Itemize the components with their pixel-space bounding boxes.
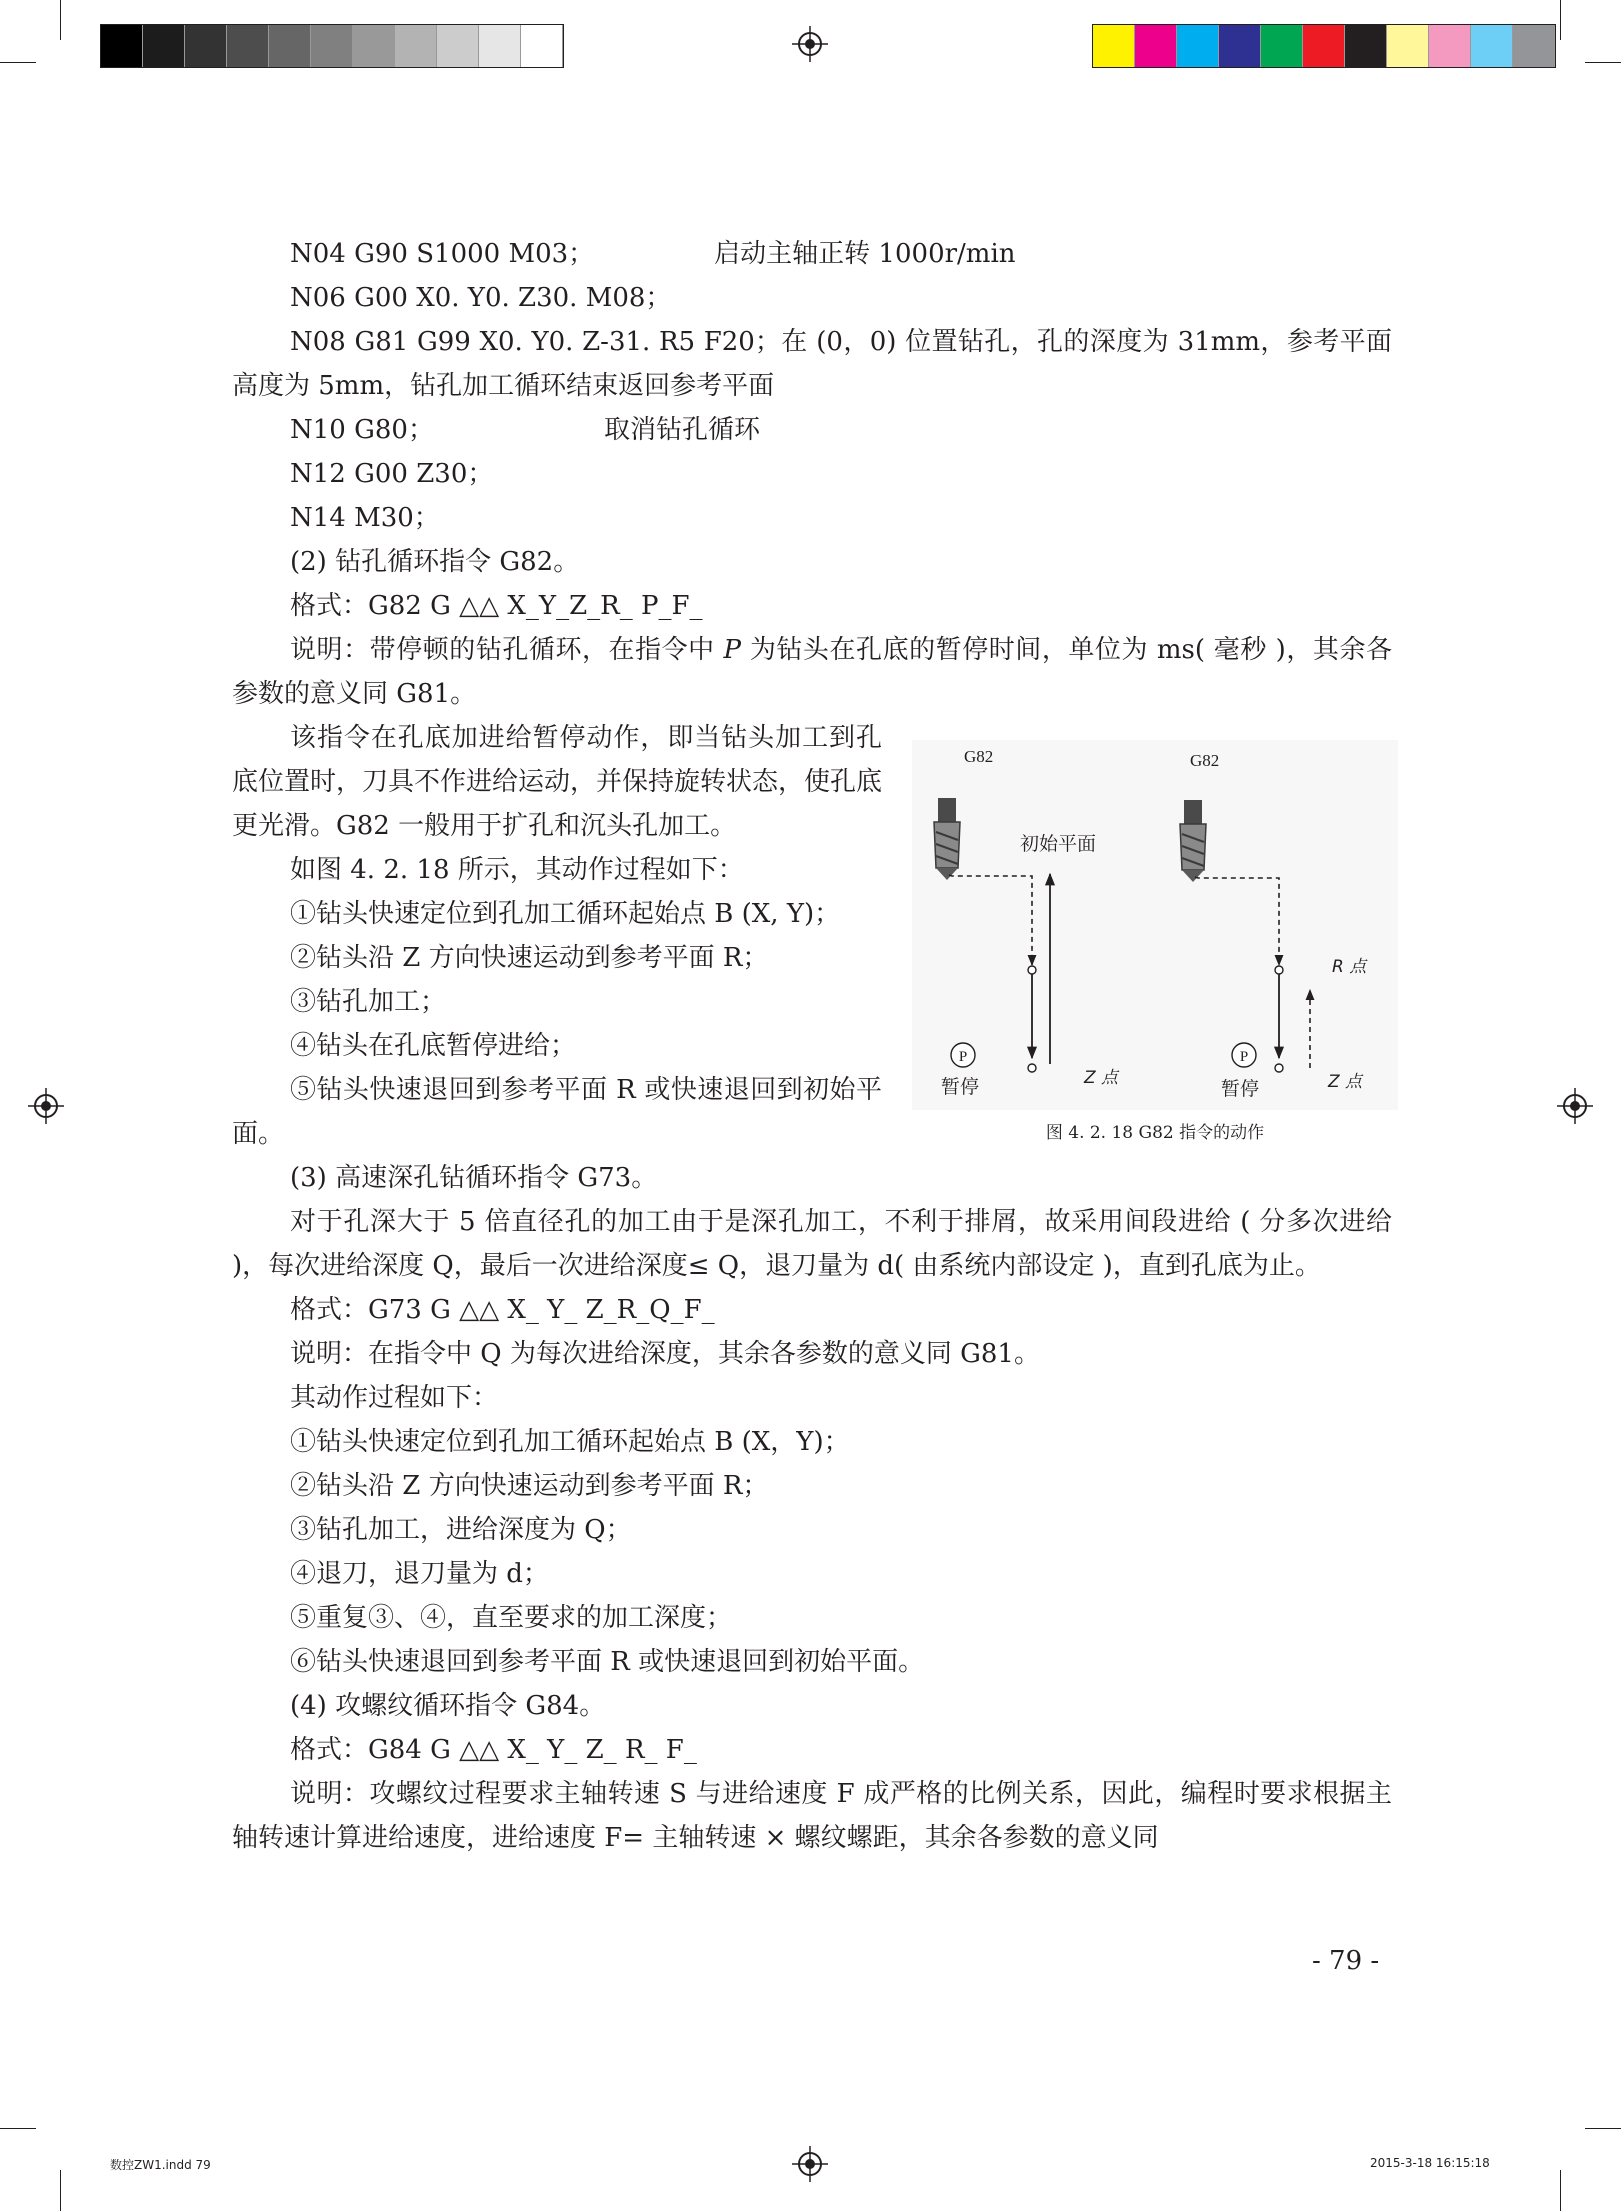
pause-symbol-left: [951, 1043, 975, 1067]
description-g73: 说明：在指令中 Q 为每次进给深度，其余各参数的意义同 G81。: [290, 1339, 1040, 1369]
figure-g82-action: [912, 740, 1398, 1150]
crop-mark: [60, 0, 61, 40]
gray-color-bar: [100, 24, 564, 68]
body-text-g82-steps: [232, 716, 882, 1156]
svg-text:P: P: [1239, 1049, 1249, 1065]
crop-mark: [1585, 2128, 1621, 2129]
code-line-n10: N10 G80； 取消钻孔循环: [290, 415, 760, 445]
figure-caption: 图 4. 2. 18 G82 指令的动作: [1045, 1123, 1265, 1143]
code-comment: 启动主轴正转 1000r/min: [714, 239, 1016, 269]
label-r-point: R 点: [1332, 957, 1367, 977]
description-g84: 说明：攻螺纹过程要求主轴转速 S 与进给速度 F 成严格的比例关系，因此，编程时要求根据主轴转速计算进给速度，进给速度 F= 主轴转速 × 螺纹螺距，其余各参数的意义同: [232, 1779, 1392, 1853]
color-swatch: [395, 25, 437, 67]
color-swatch: [143, 25, 185, 67]
paragraph-g73: 对于孔深大于 5 倍直径孔的加工由于是深孔加工，不利于排屑，故采用间段进给 ( 分多次进给 )，每次进给深度 Q，最后一次进给深度≤ Q，退刀量为 d( 由系统内部设定 )，直到孔底为止。: [232, 1207, 1392, 1281]
steps-intro-g82: 如图 4. 2. 18 所示，其动作过程如下：: [290, 855, 744, 885]
color-swatch: [1429, 25, 1471, 67]
steps-intro-g73: 其动作过程如下：: [290, 1383, 499, 1413]
color-swatch: [437, 25, 479, 67]
code-line-n12: N12 G00 Z30；: [290, 459, 494, 489]
crop-mark: [1585, 62, 1621, 63]
color-swatch: [1219, 25, 1261, 67]
step-item: ①钻头快速定位到孔加工循环起始点 B (X，Y)；: [290, 1427, 850, 1457]
body-text-upper: [232, 232, 1392, 716]
crop-mark: [0, 62, 36, 63]
label-g82-left: G82: [964, 747, 994, 766]
code-line-n14: N14 M30；: [290, 503, 440, 533]
registration-mark-right: [1557, 1088, 1593, 1124]
section-heading-g82: (2) 钻孔循环指令 G82。: [290, 547, 580, 577]
color-swatch: [1387, 25, 1429, 67]
format-g84: 格式：G84 G △△ X_ Y_ Z_ R_ F_: [290, 1735, 697, 1765]
color-swatch: [269, 25, 311, 67]
color-swatch: [1093, 25, 1135, 67]
label-z-point-left: Z 点: [1084, 1068, 1119, 1088]
crop-mark: [60, 2170, 61, 2211]
g82-diagram: [912, 740, 1398, 1110]
registration-mark-bottom: [792, 2146, 828, 2182]
color-swatch: [1513, 25, 1555, 67]
label-g82-right: G82: [1190, 751, 1220, 770]
color-swatch: [227, 25, 269, 67]
label-initial-plane: 初始平面: [1020, 833, 1097, 855]
step-item: ⑤重复③、④，直至要求的加工深度；: [290, 1603, 733, 1633]
color-swatch: [185, 25, 227, 67]
step-item: ④钻头在孔底暂停进给；: [290, 1031, 577, 1061]
description-g82: 说明：带停顿的钻孔循环，在指令中 P 为钻头在孔底的暂停时间，单位为 ms( 毫秒 )，其余各参数的意义同 G81。: [232, 635, 1393, 709]
code-line-n04: N04 G90 S1000 M03； 启动主轴正转 1000r/min: [290, 239, 1016, 269]
code-line-n06: N06 G00 X0. Y0. Z30. M08；: [290, 283, 672, 313]
label-z-point-right: Z 点: [1328, 1072, 1363, 1092]
color-swatch: [1135, 25, 1177, 67]
color-swatch: [1177, 25, 1219, 67]
color-swatch: [101, 25, 143, 67]
section-heading-g84: (4) 攻螺纹循环指令 G84。: [290, 1691, 606, 1721]
label-pause-right: 暂停: [1221, 1078, 1260, 1100]
color-swatch: [353, 25, 395, 67]
step-item: ⑤钻头快速退回到参考平面 R 或快速退回到初始平面。: [232, 1075, 882, 1149]
crop-mark: [1560, 2170, 1561, 2211]
section-heading-g73: (3) 高速深孔钻循环指令 G73。: [290, 1163, 658, 1193]
step-item: ②钻头沿 Z 方向快速运动到参考平面 R；: [290, 943, 769, 973]
crop-mark: [1560, 0, 1561, 40]
body-text-lower: [232, 1156, 1392, 1860]
registration-mark-top: [792, 26, 828, 62]
format-g73: 格式：G73 G △△ X_ Y_ Z_R_Q_F_: [290, 1295, 715, 1325]
step-item: ①钻头快速定位到孔加工循环起始点 B (X, Y)；: [290, 899, 841, 929]
step-item: ④退刀，退刀量为 d；: [290, 1559, 549, 1589]
slug-file-name: 数控ZW1.indd 79: [110, 2158, 211, 2172]
step-item: ③钻孔加工，进给深度为 Q；: [290, 1515, 632, 1545]
color-swatch: [1261, 25, 1303, 67]
format-g82: 格式：G82 G △△ X_Y_Z_R_ P_F_: [290, 591, 703, 621]
color-swatch: [1345, 25, 1387, 67]
color-swatch: [521, 25, 563, 67]
page-number: - 79 -: [1312, 1946, 1380, 1976]
color-swatch: [1303, 25, 1345, 67]
step-item: ⑥钻头快速退回到参考平面 R 或快速退回到初始平面。: [290, 1647, 925, 1677]
step-item: ③钻孔加工；: [290, 987, 447, 1017]
svg-text:P: P: [958, 1049, 968, 1065]
color-swatch: [311, 25, 353, 67]
label-pause-left: 暂停: [941, 1076, 980, 1098]
paragraph-g82: 该指令在孔底加进给暂停动作，即当钻头加工到孔底位置时，刀具不作进给运动，并保持旋转状态，使孔底更光滑。G82 一般用于扩孔和沉头孔加工。: [232, 723, 883, 841]
pause-symbol-right: [1232, 1043, 1256, 1067]
slug-timestamp: 2015-3-18 16:15:18: [1370, 2156, 1490, 2170]
color-swatch: [479, 25, 521, 67]
registration-mark-left: [28, 1088, 64, 1124]
step-item: ②钻头沿 Z 方向快速运动到参考平面 R；: [290, 1471, 769, 1501]
code-comment: 取消钻孔循环: [603, 415, 760, 445]
code-line-n08: N08 G81 G99 X0. Y0. Z-31. R5 F20；在 (0，0) 位置钻孔，孔的深度为 31mm，参考平面高度为 5mm，钻孔加工循环结束返回参考平面: [232, 327, 1392, 401]
process-color-bar: [1092, 24, 1556, 68]
color-swatch: [1471, 25, 1513, 67]
crop-mark: [0, 2128, 36, 2129]
